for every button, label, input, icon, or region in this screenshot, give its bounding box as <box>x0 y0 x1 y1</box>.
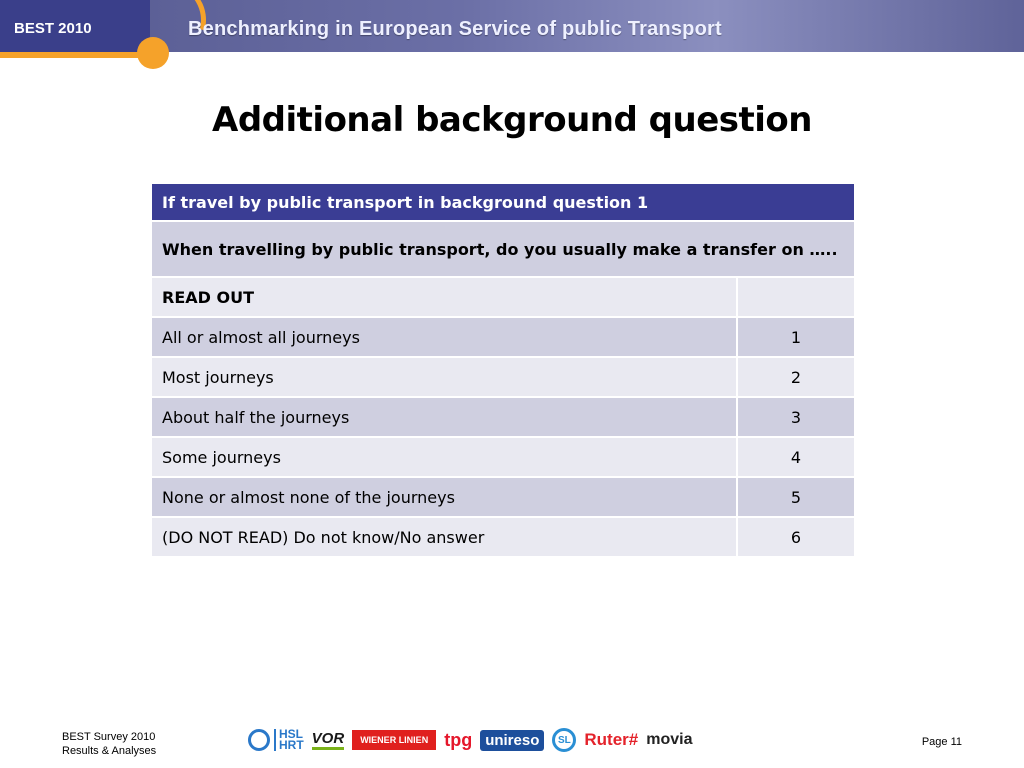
page-title: Additional background question <box>212 100 812 140</box>
partner-logos <box>248 724 692 756</box>
option-code: 6 <box>737 517 855 557</box>
hsl-logo <box>248 729 304 751</box>
option-label: Most journeys <box>151 357 737 397</box>
option-label: None or almost none of the journeys <box>151 477 737 517</box>
table-question-row <box>151 221 855 277</box>
orange-dot-decoration <box>137 37 169 69</box>
footer-survey-info <box>62 730 156 758</box>
wiener-linien-logo: WIENER LINIEN <box>352 730 436 750</box>
option-code: 4 <box>737 437 855 477</box>
table-condition-row <box>151 183 855 221</box>
instruction-text: READ OUT <box>151 277 737 317</box>
table-row <box>151 437 855 477</box>
option-label: All or almost all journeys <box>151 317 737 357</box>
table-row <box>151 397 855 437</box>
table-row <box>151 357 855 397</box>
page-number: Page 11 <box>921 736 962 748</box>
sl-logo: SL <box>552 728 576 752</box>
ruter-logo: Ruter# <box>584 730 639 749</box>
header-code: BEST 2010 <box>14 20 92 37</box>
option-code: 5 <box>737 477 855 517</box>
movia-logo: movia <box>646 731 693 748</box>
hrt-text: HRT <box>279 738 304 752</box>
table-instruction-row <box>151 277 855 317</box>
option-label: Some journeys <box>151 437 737 477</box>
option-code: 2 <box>737 357 855 397</box>
option-label: (DO NOT READ) Do not know/No answer <box>151 517 737 557</box>
question-text: When travelling by public transport, do you usually make a transfer on ….. <box>151 221 855 277</box>
table-row <box>151 517 855 557</box>
orange-stripe-decoration <box>0 52 152 58</box>
hsl-sun-icon <box>248 729 270 751</box>
table-row <box>151 477 855 517</box>
hsl-text: HSL <box>279 727 303 741</box>
condition-text: If travel by public transport in background question 1 <box>151 183 855 221</box>
unireso-logo: unireso <box>480 730 544 751</box>
option-label: About half the journeys <box>151 397 737 437</box>
instruction-code-cell <box>737 277 855 317</box>
vor-logo: VOR <box>312 730 345 750</box>
option-code: 1 <box>737 317 855 357</box>
footer-line-2: Results & Analyses <box>62 745 157 757</box>
header-title: Benchmarking in European Service of public Transport <box>188 18 722 40</box>
option-code: 3 <box>737 397 855 437</box>
footer-line-1: BEST Survey 2010 <box>62 731 156 743</box>
table-row <box>151 317 855 357</box>
tpg-logo: tpg <box>444 729 473 750</box>
question-table <box>150 182 856 558</box>
